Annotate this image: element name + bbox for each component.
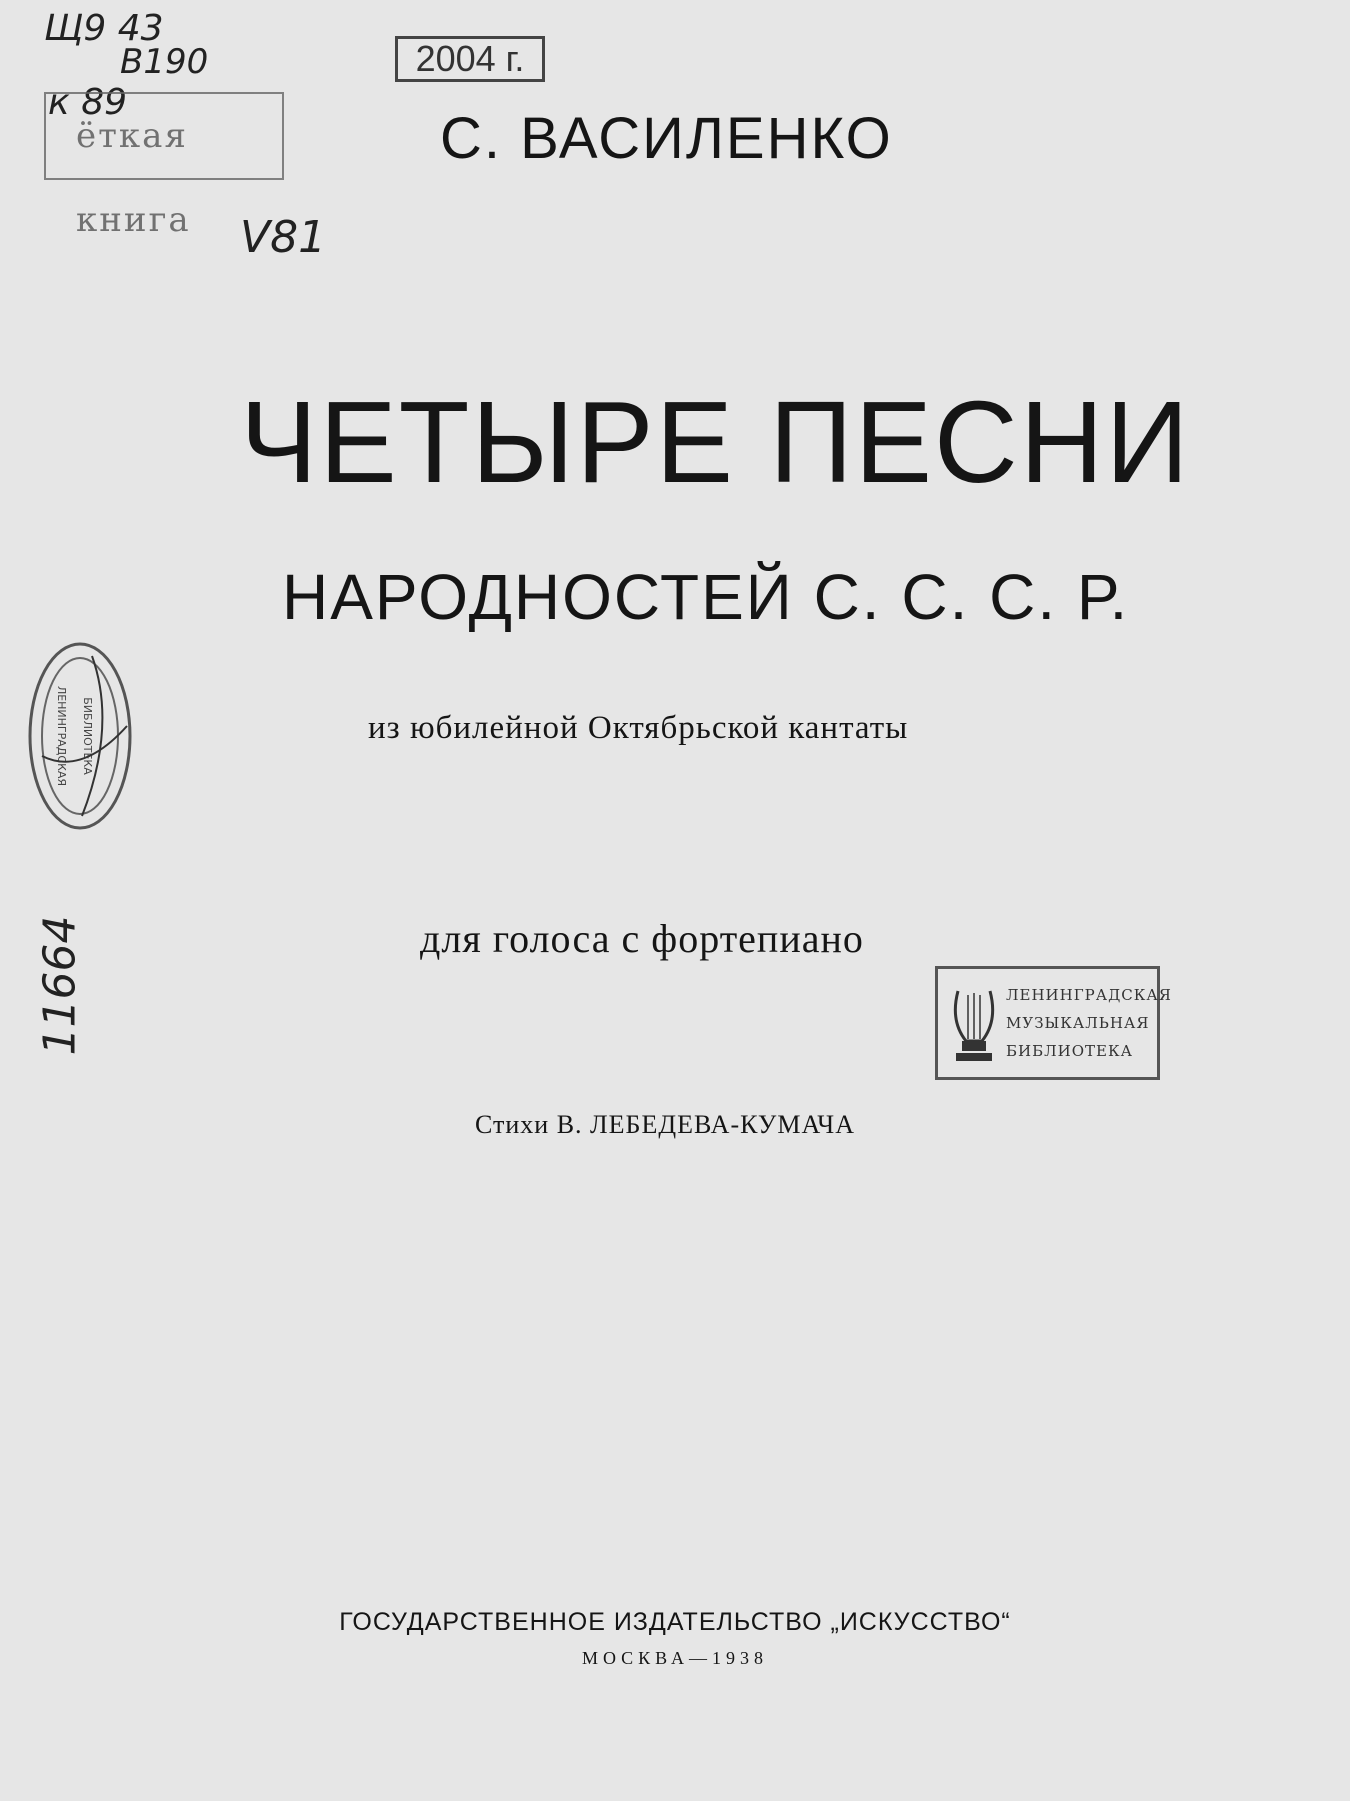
library-stamp-line: БИБЛИОТЕКА [1006, 1042, 1133, 1060]
music-library-stamp [935, 966, 1172, 1080]
instrumentation: для голоса с фортепиано [420, 916, 864, 961]
page-subtitle: НАРОДНОСТЕЙ С. С. С. Р. [282, 561, 1130, 633]
author-name: С. ВАСИЛЕНКО [440, 106, 893, 171]
page-title: ЧЕТЫРЕ ПЕСНИ [240, 377, 1191, 507]
library-stamp-text [1006, 981, 1172, 1065]
inventory-number: 11664 [34, 915, 86, 1056]
lyre-icon [946, 981, 1002, 1069]
round-stamp-icon [22, 636, 140, 836]
publisher: ГОСУДАРСТВЕННОЕ ИЗДАТЕЛЬСТВО „ИСКУССТВО“ [339, 1608, 1011, 1636]
lyrics-credit: Стихи В. ЛЕБЕДЕВА-КУМАЧА [475, 1110, 855, 1139]
handwritten-note: к 89 [48, 82, 127, 123]
svg-text:БИБЛИОТЕКА: БИБЛИОТЕКА [81, 697, 94, 775]
city-year: МОСКВА—1938 [581, 1648, 769, 1668]
shelf-code-line2: В190 [120, 42, 209, 82]
shelf-code-line1: Щ9 43 [44, 8, 164, 49]
handwritten-mark: V81 [240, 212, 327, 263]
library-stamp-line: МУЗЫКАЛЬНАЯ [1006, 1014, 1150, 1032]
library-stamp-line: ЛЕНИНГРАДСКАЯ [1006, 986, 1172, 1004]
source-note: из юбилейной Октябрьской кантаты [368, 710, 909, 746]
year-stamp: 2004 г. [395, 36, 545, 82]
svg-text:ЛЕНИНГРАДСКАЯ: ЛЕНИНГРАДСКАЯ [55, 685, 68, 787]
library-round-stamp [22, 636, 140, 841]
book-stamp: ёткая книга [44, 92, 284, 180]
